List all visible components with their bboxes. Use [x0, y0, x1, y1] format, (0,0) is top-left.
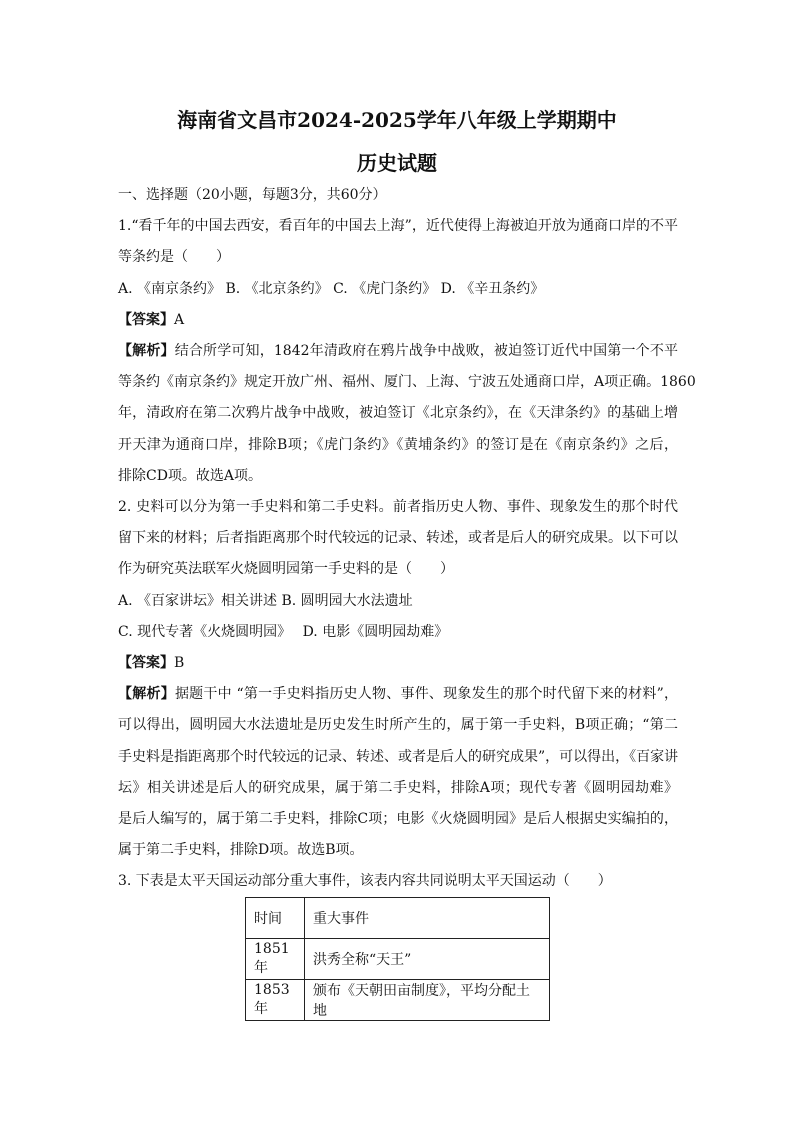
q1-analysis-line: 等条约《南京条约》规定开放广州、福州、厦门、上海、宁波五处通商口岸，A项正确。1860 [118, 374, 696, 390]
q2-analysis-line: 属于第二手史料，排除D项。故选B项。 [118, 842, 364, 858]
section-heading: 一、选择题（20小题，每题3分，共60分） [118, 187, 387, 203]
analysis-tag: 【解析】 [118, 686, 175, 702]
answer-value: B [174, 655, 185, 671]
q1-analysis-line: 年，清政府在第二次鸦片战争中战败，被迫签订《北京条约》，在《天津条约》的基础上增 [118, 405, 678, 421]
table-cell: 1851年 [246, 939, 305, 980]
q2-stem-line: 留下来的材料；后者指距离那个时代较远的记录、转述，或者是后人的研究成果。以下可以 [118, 530, 678, 546]
table-row [246, 939, 550, 980]
answer-value: A [174, 312, 185, 328]
analysis-text: 结合所学可知，1842年清政府在鸦片战争中战败，被迫签订近代中国第一个不平 [174, 343, 678, 359]
table-cell: 1853年 [246, 980, 305, 1021]
page-subtitle: 历史试题 [357, 151, 437, 175]
q2-options: A. 《百家讲坛》相关讲述 B. 圆明园大水法遗址 [118, 593, 413, 609]
q2-analysis-line: 可以得出，圆明园大水法遗址是历史发生时所产生的，属于第一手史料，B项正确；“第二 [118, 717, 678, 733]
q2-options: C. 现代专著《火烧圆明园》 D. 电影《圆明园劫难》 [118, 624, 449, 640]
answer-tag: 【答案】 [118, 312, 174, 328]
q1-analysis-line: 开天津为通商口岸，排除B项；《虎门条约》《黄埔条约》的签订是在《南京条约》之后， [118, 437, 678, 453]
q2-analysis-line: 是后人编写的，属于第二手史料，排除C项；电影《火烧圆明园》是后人根据史实编拍的， [118, 811, 678, 827]
answer-tag: 【答案】 [118, 655, 174, 671]
table-header-row [246, 898, 550, 939]
q2-stem-line: 作为研究英法联军火烧圆明园第一手史料的是（ ） [118, 561, 454, 577]
q1-analysis-line [118, 342, 678, 360]
q1-stem-line: 1.“看千年的中国去西安，看百年的中国去上海”，近代使得上海被迫开放为通商口岸的不平 [118, 218, 678, 234]
q1-options: A. 《南京条约》 B. 《北京条约》 C. 《虎门条约》 D. 《辛丑条约》 [118, 281, 545, 297]
events-table [245, 897, 550, 1021]
table-cell: 洪秀全称“天王” [305, 939, 550, 980]
analysis-tag: 【解析】 [118, 343, 175, 359]
q3-stem: 3. 下表是太平天国运动部分重大事件，该表内容共同说明太平天国运动（ ） [118, 873, 612, 889]
q2-answer [118, 654, 678, 672]
q2-analysis-line [118, 685, 678, 703]
analysis-text: 据题干中 “第一手史料指历史人物、事件、现象发生的那个时代留下来的材料”， [174, 686, 679, 702]
q1-answer [118, 311, 678, 329]
q2-analysis-line: 手史料是指距离那个时代较远的记录、转述、或者是后人的研究成果”，可以得出，《百家讲 [118, 749, 679, 765]
table-header-cell: 时间 [246, 898, 305, 939]
q1-analysis-line: 排除CD项。故选A项。 [118, 468, 263, 484]
q1-stem-line: 等条约是（ ） [118, 249, 230, 265]
page-title: 海南省文昌市2024-2025学年八年级上学期期中 [177, 108, 617, 132]
q2-analysis-line: 坛》相关讲述是后人的研究成果，属于第二手史料，排除A项；现代专著《圆明园劫难》 [118, 780, 678, 796]
table-cell: 颁布《天朝田亩制度》，平均分配土地 [305, 980, 550, 1021]
table-header-cell: 重大事件 [305, 898, 550, 939]
table-row [246, 980, 550, 1021]
q2-stem-line: 2. 史料可以分为第一手史料和第二手史料。前者指历史人物、事件、现象发生的那个时代 [118, 499, 678, 515]
